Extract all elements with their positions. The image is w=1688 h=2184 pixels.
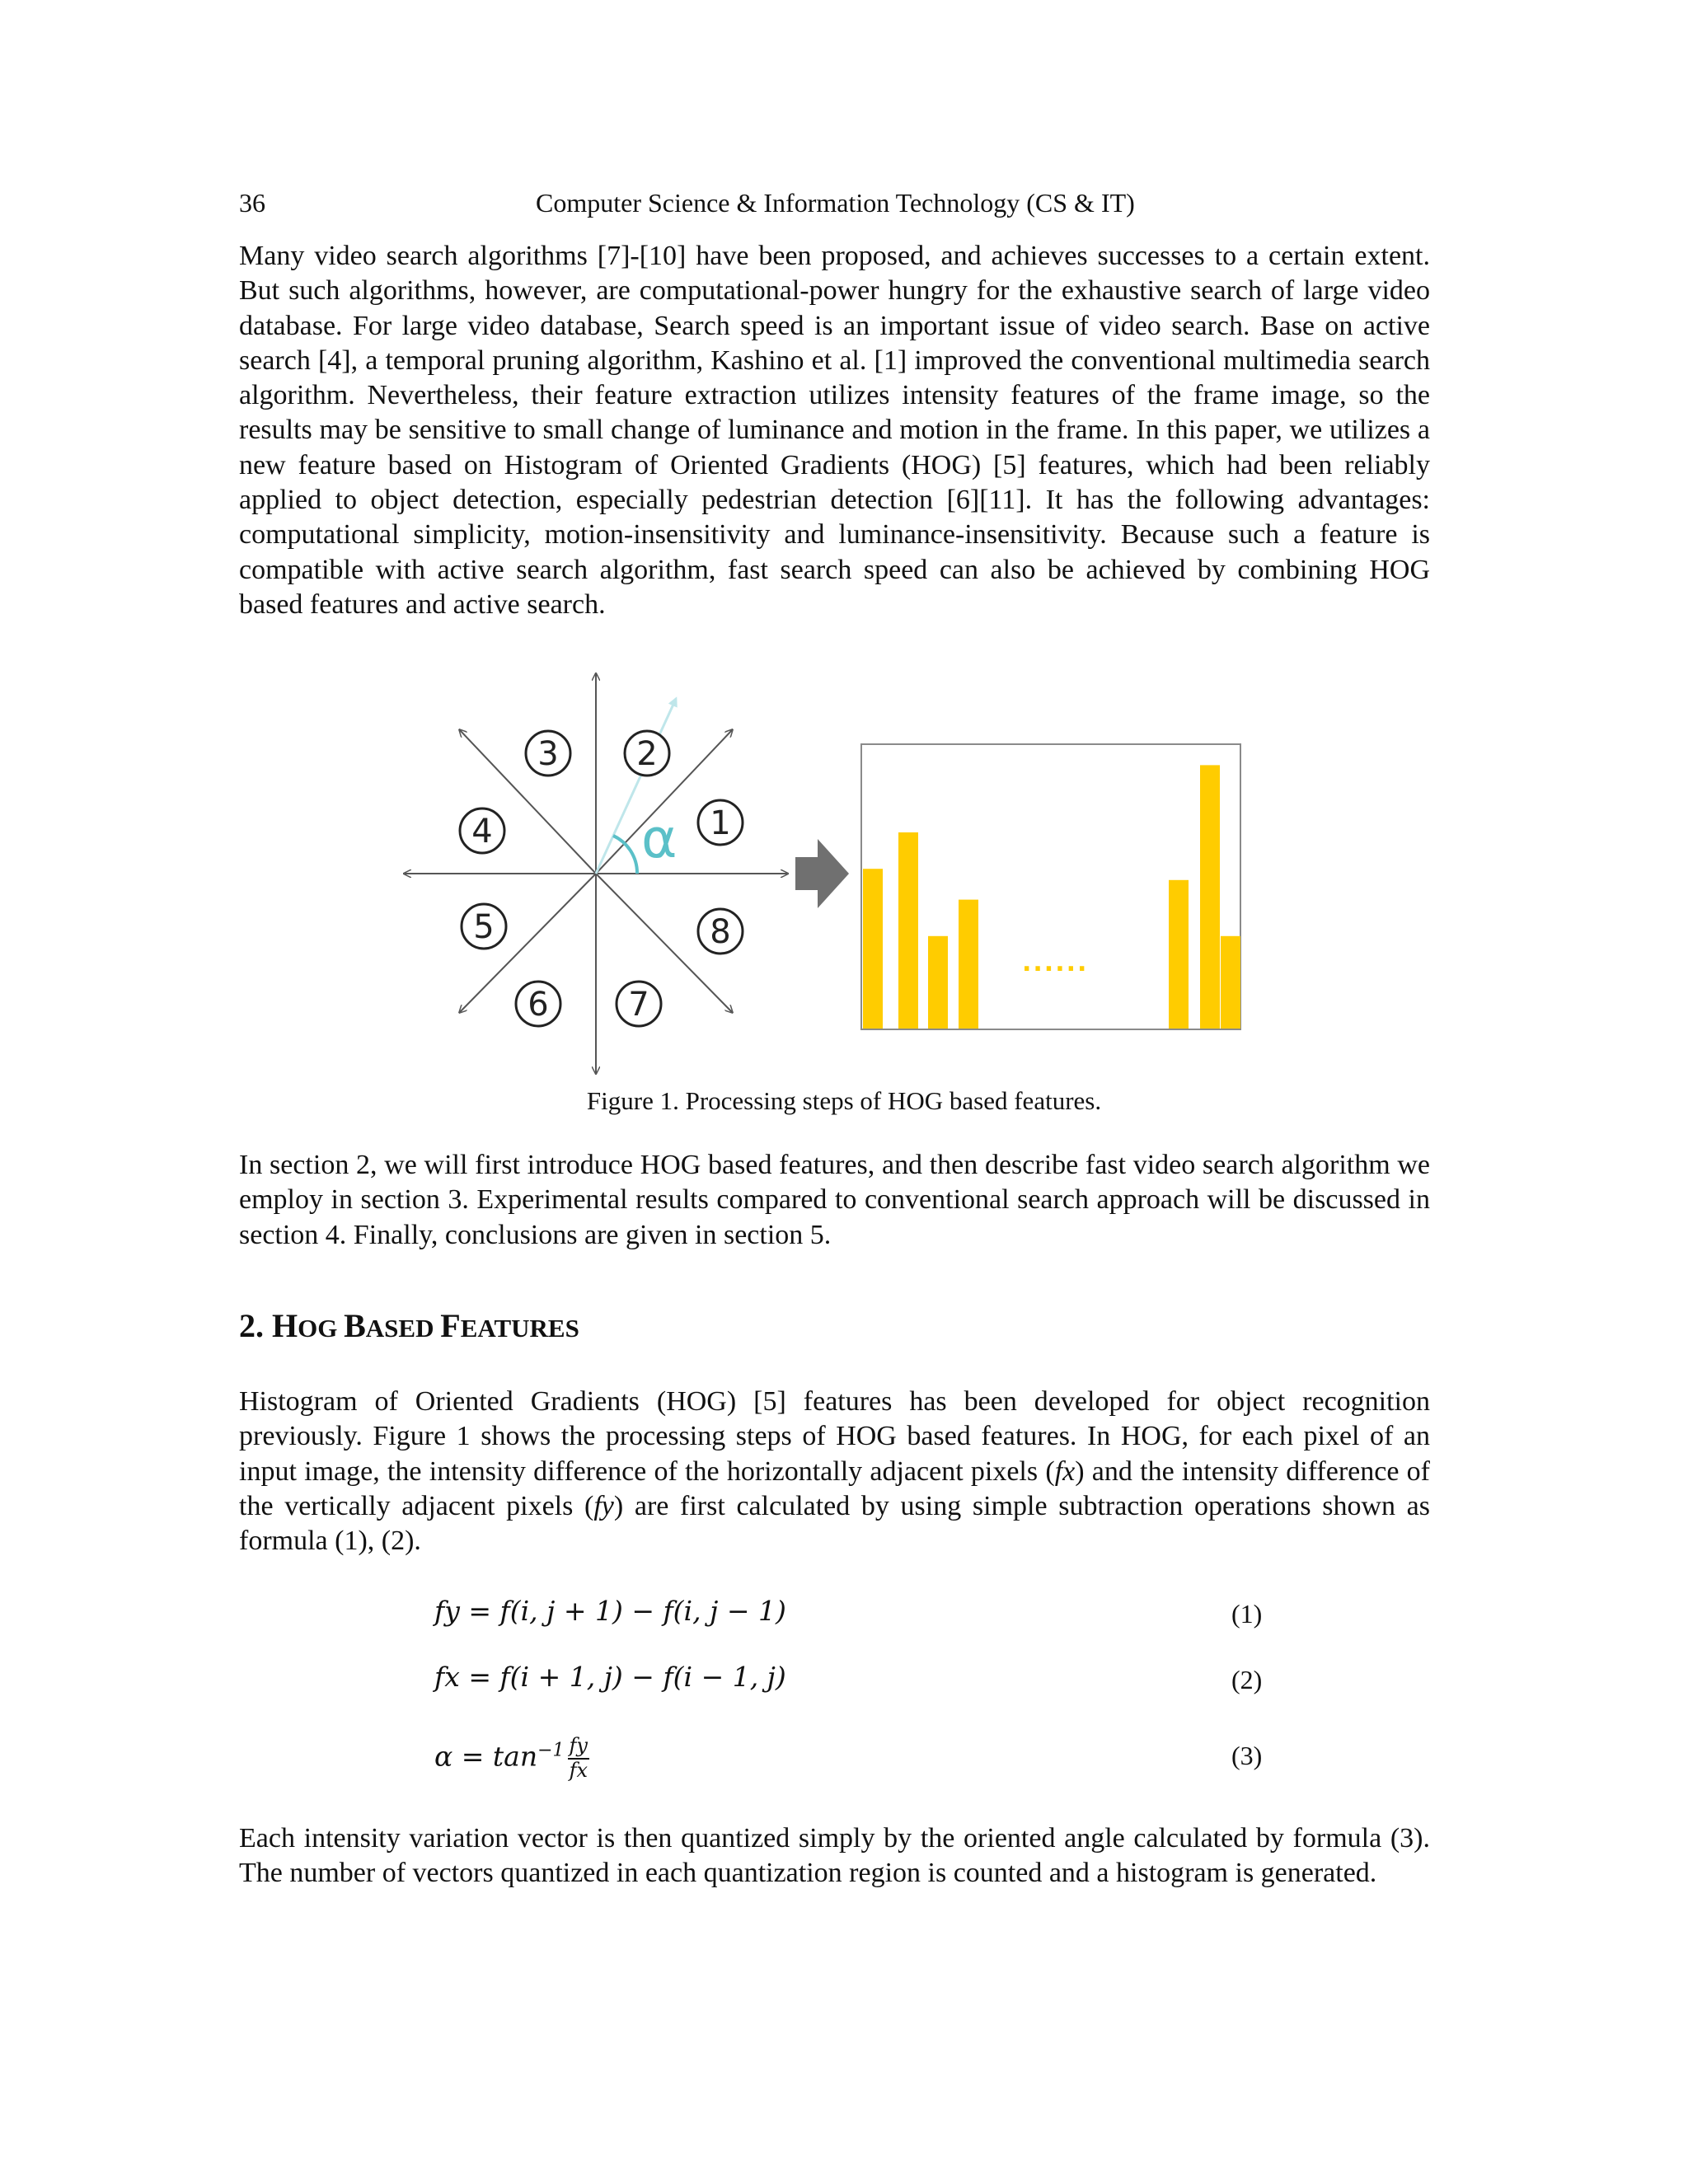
- equation-2-number: (2): [1231, 1665, 1263, 1694]
- svg-text:4: 4: [471, 813, 493, 851]
- bin-label-3: [526, 731, 570, 776]
- bin-label-1: [698, 800, 743, 845]
- histogram-bar-right-1: [1169, 880, 1189, 1029]
- equation-2: fx = f(i + 1, j) − f(i − 1, j): [434, 1661, 786, 1693]
- svg-text:3: 3: [537, 735, 559, 773]
- hog-paragraph: Histogram of Oriented Gradients (HOG) [5] features has been developed for object recognition previously. Figure 1 shows the processing steps of HOG based features. In HOG, for each pixel of an input image, the intensity difference of the horizontally adjacent pixels (fx) and the intensity difference of the vertically adjacent pixels (fy) are first calculated by using simple subtraction operations shown as formula (1), (2).: [239, 1386, 1431, 1557]
- histogram-bar-right-2: [1200, 765, 1220, 1029]
- equation-3-number: (3): [1231, 1741, 1263, 1770]
- page-number: 36: [239, 188, 265, 218]
- page-header: [239, 188, 1430, 221]
- svg-text:1: 1: [710, 804, 731, 842]
- figure-1: [396, 666, 1253, 1078]
- hog-diagram: [396, 666, 1253, 1078]
- equation-1-number: (1): [1231, 1599, 1263, 1629]
- equation-1: fy = f(i, j + 1) − f(i, j − 1): [434, 1595, 786, 1627]
- process-arrow-icon: [795, 839, 849, 908]
- alpha-label: α: [641, 807, 678, 870]
- angle-arc: [613, 836, 637, 874]
- bin-label-7: [617, 982, 661, 1026]
- sections-paragraph: In section 2, we will first introduce HOG based features, and then describe fast video search algorithm we employ in section 3. Experimental results compared to conventional search approach will be discussed in section 4. Finally, conclusions are given in section 5.: [239, 1150, 1430, 1250]
- histogram-ellipsis: ......: [1022, 949, 1089, 977]
- histogram-bar-left-1: [863, 869, 883, 1029]
- svg-text:8: 8: [710, 913, 731, 951]
- equation-3-fraction: $\frac{fy}{fx}$: [569, 1734, 588, 1782]
- figure-caption: Figure 1. Processing steps of HOG based features.: [586, 1086, 1102, 1115]
- bin-label-6: [516, 982, 560, 1026]
- quantize-paragraph: Each intensity variation vector is then quantized simply by the oriented angle calculated by formula (3). The number of vectors quantized in each quantization region is counted and a histogram is generated.: [239, 1823, 1430, 1889]
- histogram-bar-left-3: [928, 936, 948, 1029]
- bin-label-5: [462, 904, 506, 949]
- svg-text:7: 7: [628, 986, 649, 1024]
- bin-label-8: [698, 909, 743, 954]
- bin-label-4: [460, 808, 504, 853]
- svg-text:6: 6: [528, 986, 549, 1024]
- svg-text:5: 5: [473, 908, 495, 946]
- intro-paragraph: Many video search algorithms [7]-[10] have been proposed, and achieves successes to a certain extent. But such algorithms, however, are computational-power hungry for the exhaustive search of large video database. For large video database, Search speed is an important issue of video search. Base on active search [4], a temporal pruning algorithm, Kashino et al. [1] improved the conventional multimedia search algorithm. Nevertheless, their feature extraction utilizes intensity features of the frame image, so the results may be sensitive to small change of luminance and motion in the frame. In this paper, we utilizes a new feature based on Histogram of Oriented Gradients (HOG) [5] features, which had been reliably applied to object detection, especially pedestrian detection [6][11]. It has the following advantages: computational simplicity, motion-insensitivity and luminance-insensitivity. Because such a feature is compatible with active search algorithm, fast search speed can also be achieved by combining HOG based features and active search.: [239, 241, 1430, 620]
- histogram-bar-left-4: [959, 900, 978, 1029]
- section-heading: 2. HOG BASED FEATURES: [239, 1307, 579, 1344]
- histogram-bar-right-3: [1221, 936, 1240, 1029]
- equation-3: $\alpha = \tan^{-1}$ $\frac{fy}{fx}$: [434, 1734, 588, 1782]
- bin-label-2: [625, 731, 669, 776]
- journal-title: Computer Science & Information Technology (CS & IT): [536, 188, 1135, 218]
- svg-text:2: 2: [636, 735, 658, 773]
- histogram-bar-left-2: [898, 832, 918, 1029]
